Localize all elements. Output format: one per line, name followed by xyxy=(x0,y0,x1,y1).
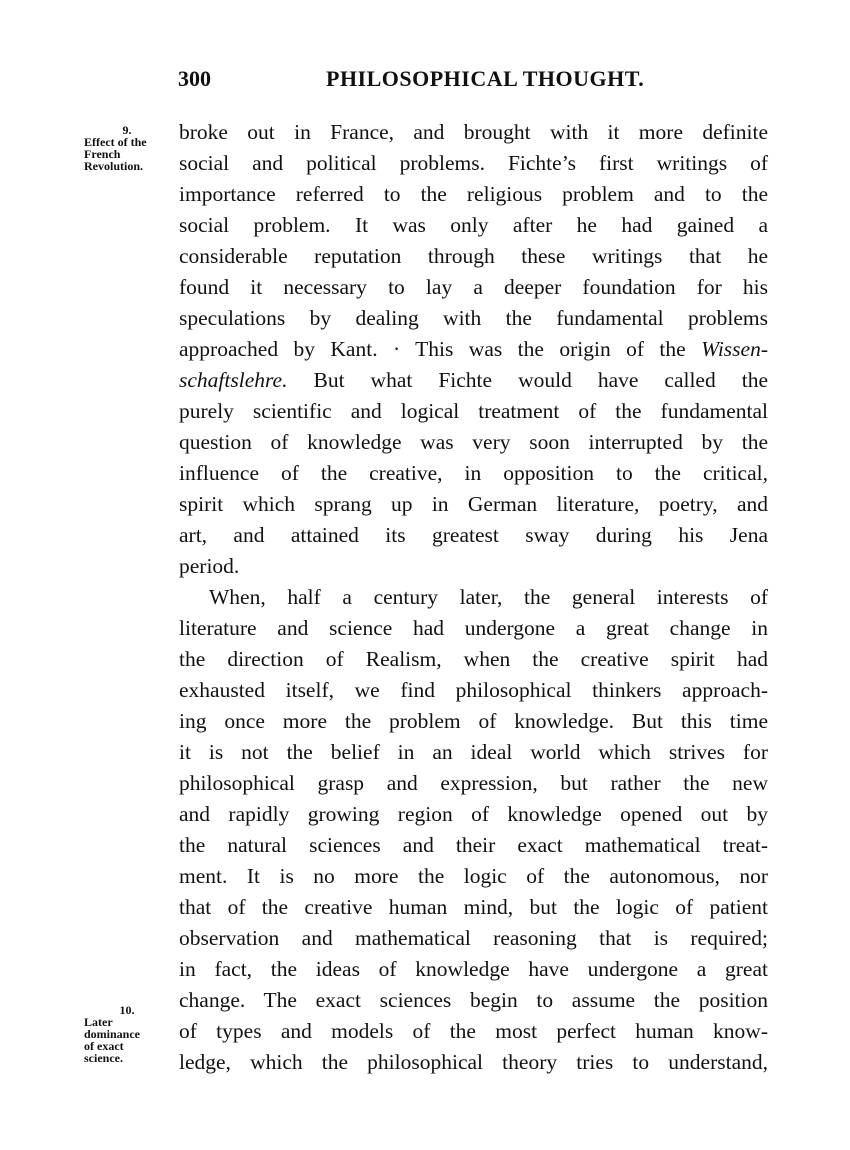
text-line: When, half a century later, the general interests of xyxy=(209,585,768,609)
text-line: considerable reputation through these writings that he xyxy=(179,244,768,268)
page-number: 300 xyxy=(178,66,211,91)
text-line: influence of the creative, in opposition to the critical, xyxy=(179,461,768,485)
margin-note-line: of exact xyxy=(84,1039,124,1053)
margin-note-line: Later xyxy=(84,1015,113,1029)
text-line: spirit which sprang up in German literature, poetry, and xyxy=(179,492,768,516)
text-line: exhausted itself, we find philosophical thinkers approach- xyxy=(179,678,768,702)
text-line: question of knowledge was very soon interrupted by the xyxy=(179,430,768,454)
margin-note-9 xyxy=(84,124,162,172)
text-line: ing once more the problem of knowledge. But this time xyxy=(179,709,768,733)
text-line: importance referred to the religious problem and to the xyxy=(179,182,768,206)
text-line: it is not the belief in an ideal world which strives for xyxy=(179,740,768,764)
text-line: speculations by dealing with the fundamental problems xyxy=(179,306,768,330)
text-line: literature and science had undergone a great change in xyxy=(179,616,768,640)
margin-note-line: science. xyxy=(84,1051,123,1065)
text-line: observation and mathematical reasoning that is required; xyxy=(179,926,768,950)
margin-note-number: 10. xyxy=(119,1003,135,1017)
text-line: the direction of Realism, when the creative spirit had xyxy=(179,647,768,671)
text-line: change. The exact sciences begin to assume the position xyxy=(179,988,768,1012)
margin-note-line: Effect of the xyxy=(84,135,147,149)
text-line: broke out in France, and brought with it more definite xyxy=(179,120,768,144)
margin-note-number: 9. xyxy=(122,123,132,137)
text-line: and rapidly growing region of knowledge opened out by xyxy=(179,802,768,826)
text-line: social problem. It was only after he had gained a xyxy=(179,213,768,237)
text-line: purely scientific and logical treatment of the fundamental xyxy=(179,399,768,423)
text-line: period. xyxy=(179,554,240,578)
text-line: art, and attained its greatest sway during his Jena xyxy=(179,523,768,547)
text-line: ment. It is no more the logic of the autonomous, nor xyxy=(179,864,768,888)
text-line: philosophical grasp and expression, but rather the new xyxy=(179,771,768,795)
text-line: of types and models of the most perfect human know- xyxy=(179,1019,768,1043)
text-line: in fact, the ideas of knowledge have undergone a great xyxy=(179,957,768,981)
text-line: the natural sciences and their exact mathematical treat- xyxy=(179,833,768,857)
text-line: ledge, which the philosophical theory tries to understand, xyxy=(179,1050,768,1074)
page-header xyxy=(178,66,768,96)
italic-term: schaftslehre. xyxy=(179,368,288,392)
margin-note-10 xyxy=(84,1004,162,1064)
text-line: found it necessary to lay a deeper foundation for his xyxy=(179,275,768,299)
text-line: approached by Kant. · This was the origin of the Wissen- xyxy=(179,337,768,361)
text-line: that of the creative human mind, but the logic of patient xyxy=(179,895,768,919)
margin-note-line: French xyxy=(84,147,121,161)
text-line: schaftslehre. But what Fichte would have called the xyxy=(179,368,768,392)
margin-note-line: dominance xyxy=(84,1027,141,1041)
margin-note-line: Revolution. xyxy=(84,159,144,173)
italic-term: Wissen- xyxy=(701,337,768,361)
running-title: PHILOSOPHICAL THOUGHT. xyxy=(326,66,645,91)
text-line: social and political problems. Fichte’s first writings of xyxy=(179,151,768,175)
